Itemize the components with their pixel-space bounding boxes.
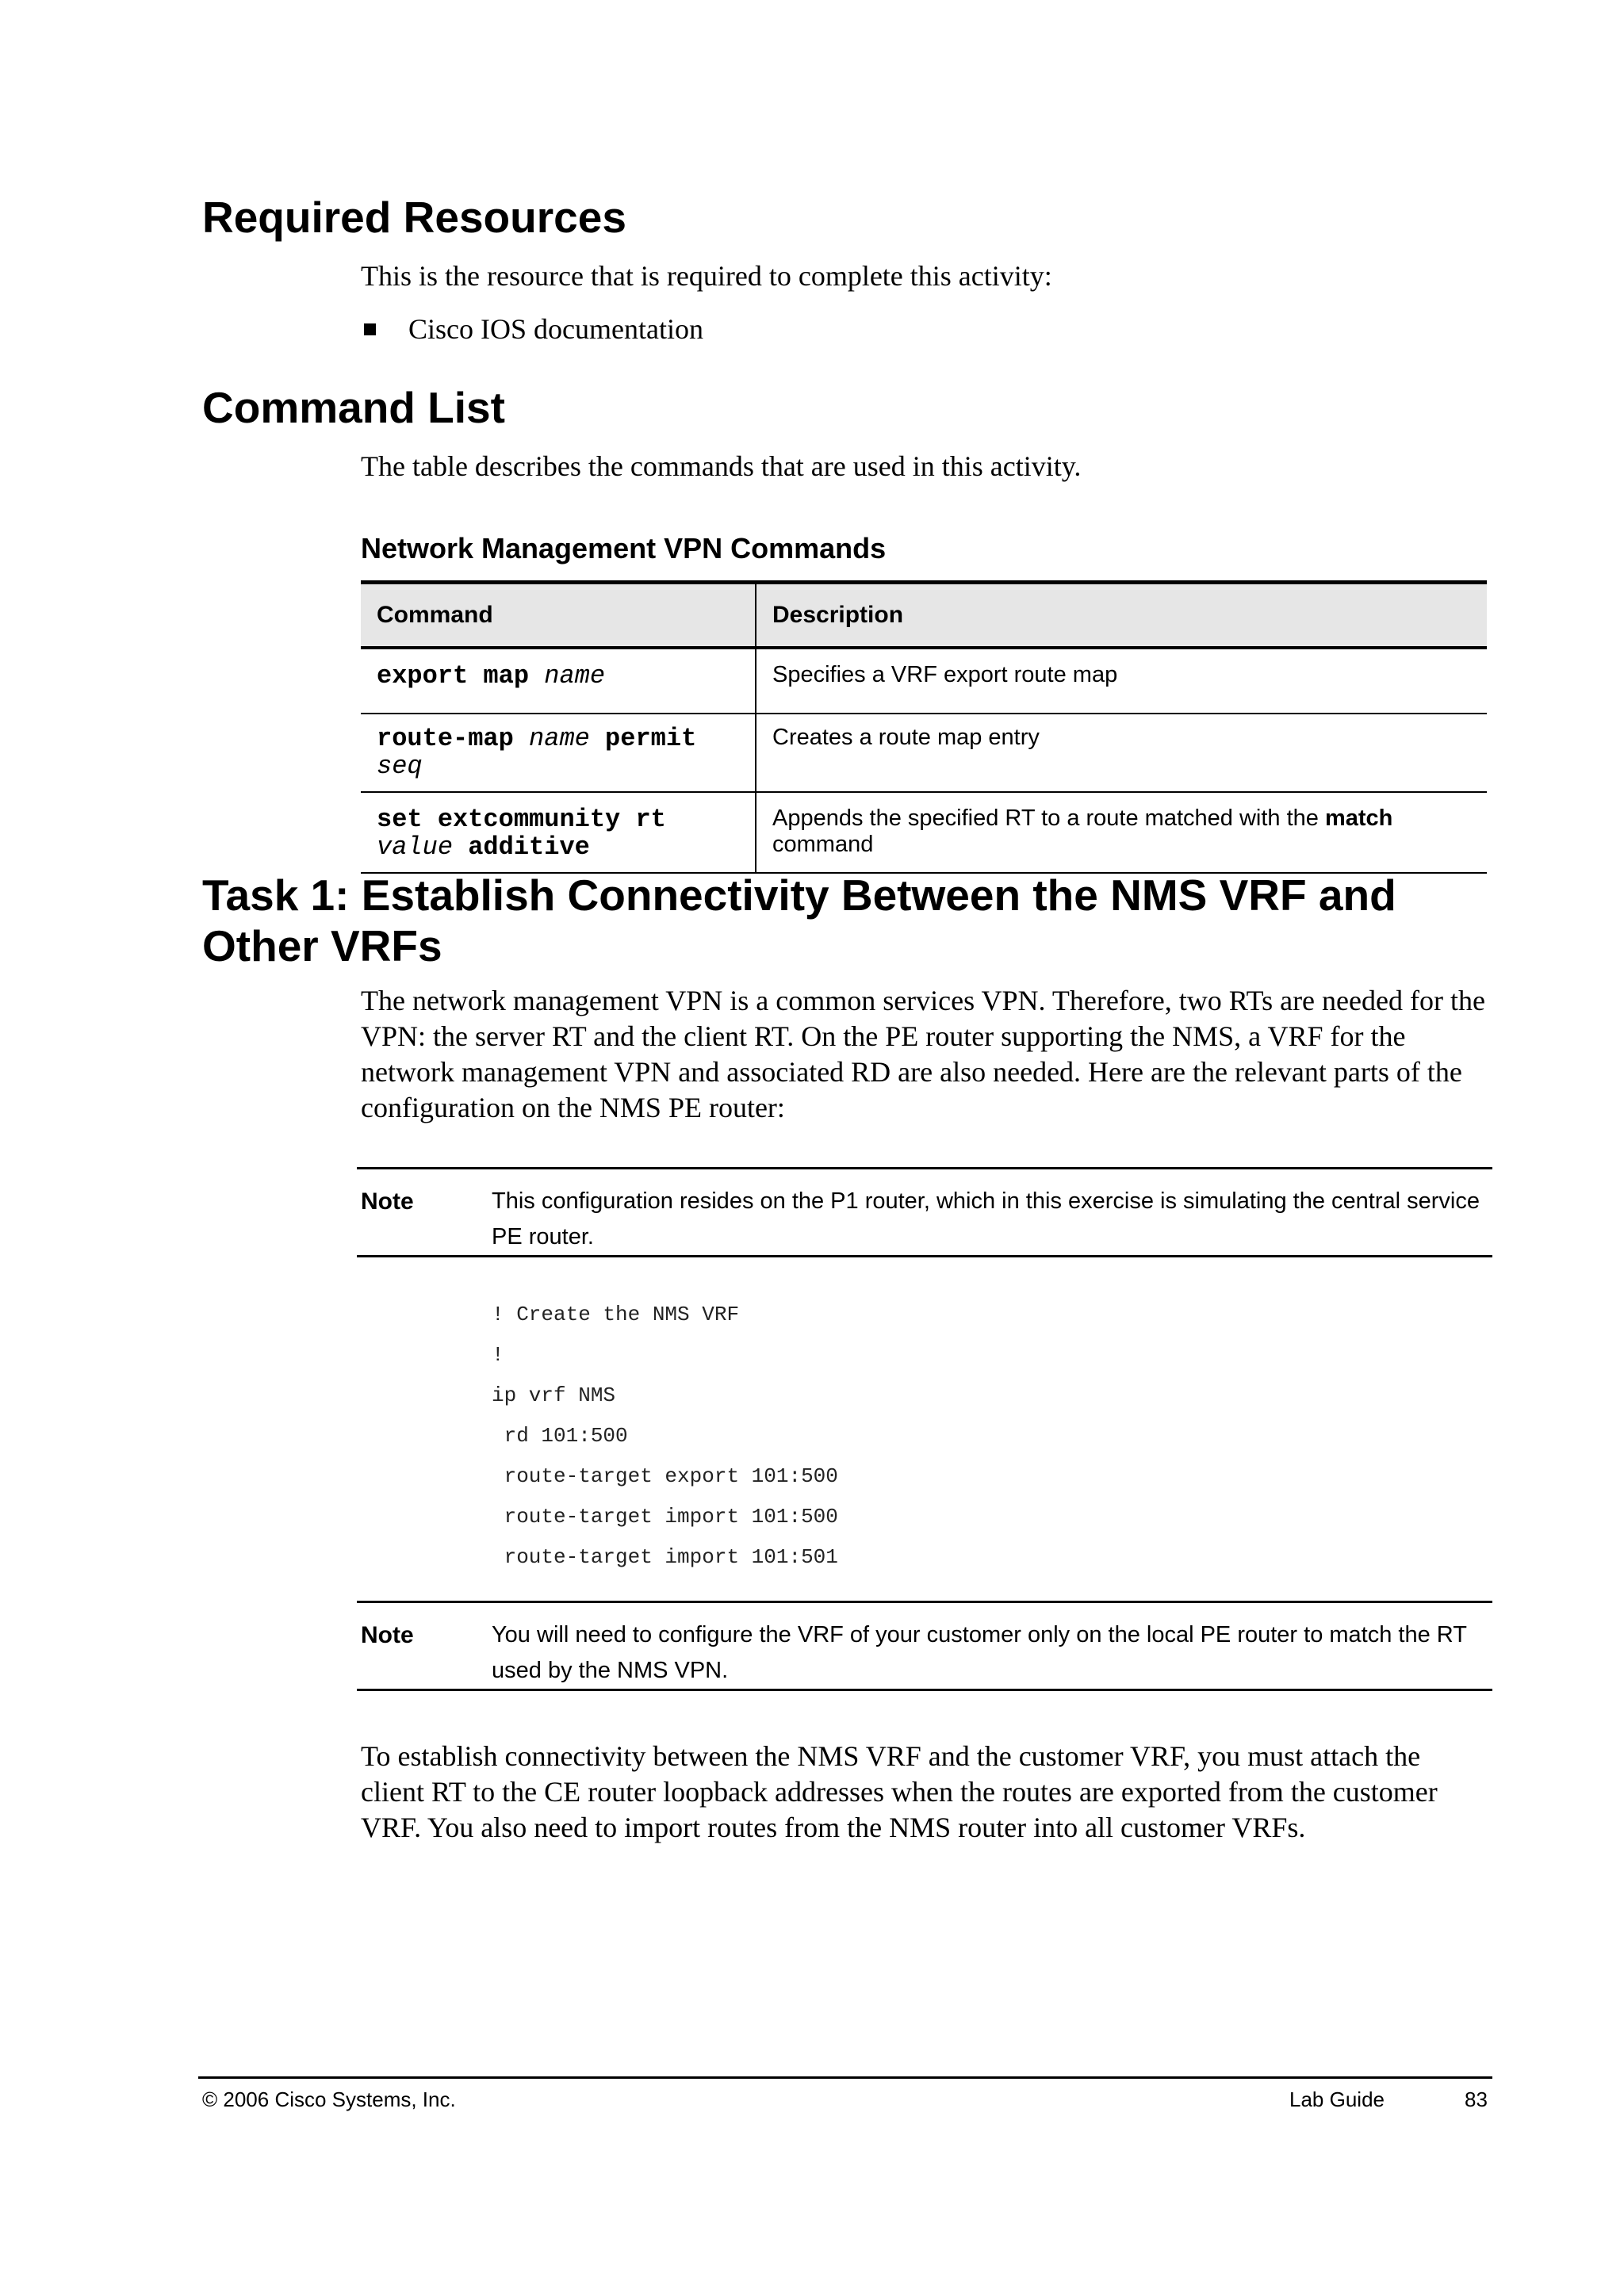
code-line: ip vrf NMS	[492, 1383, 616, 1407]
note-label: Note	[361, 1188, 414, 1215]
command-table	[361, 580, 1487, 874]
command-keyword: export map	[377, 661, 530, 691]
command-keyword: set extcommunity rt	[377, 805, 666, 834]
command-keyword: permit	[605, 724, 697, 753]
task1-heading-line2: Other VRFs	[202, 921, 442, 970]
note-text: This configuration resides on the P1 router, which in this exercise is simulating the central service PE router.	[492, 1188, 1480, 1249]
cell-text: Creates a route map entry	[772, 725, 1040, 750]
cell-text	[514, 724, 529, 753]
cell-text: command	[772, 832, 874, 857]
column-header-description: Description	[756, 583, 1487, 649]
code-line: ! Create the NMS VRF	[492, 1303, 740, 1326]
code-line: rd 101:500	[492, 1424, 628, 1448]
table-header-row	[361, 583, 1487, 649]
cell-text: Appends the specified RT to a route matched with the	[772, 806, 1325, 831]
code-line: route-target import 101:500	[492, 1505, 838, 1529]
command-argument: name	[529, 724, 590, 753]
square-bullet-icon	[364, 323, 376, 335]
code-line: !	[492, 1343, 504, 1367]
command-argument: name	[544, 661, 606, 691]
cell-text	[590, 724, 605, 753]
description-cell	[756, 714, 1487, 792]
command-argument: seq	[377, 752, 423, 781]
table-row	[361, 648, 1487, 714]
description-cell	[756, 648, 1487, 714]
command-keyword: route-map	[377, 724, 514, 753]
command-cell	[361, 648, 756, 714]
task1-heading-line1: Task 1: Establish Connectivity Between the NMS VRF and	[202, 871, 1396, 920]
code-block	[492, 1295, 838, 1578]
command-list-intro: The table describes the commands that are used in this activity.	[361, 450, 1082, 482]
command-list-heading: Command List	[202, 383, 505, 432]
table-row	[361, 714, 1487, 792]
cell-text	[453, 832, 468, 862]
code-line: route-target import 101:501	[492, 1545, 838, 1569]
command-argument: value	[377, 832, 454, 862]
description-cell	[756, 792, 1487, 873]
command-keyword: additive	[468, 832, 590, 862]
column-header-command: Command	[361, 583, 756, 649]
task1-paragraph2: To establish connectivity between the NMS VRF and the customer VRF, you must attach the client RT to the CE router loopback addresses when the routes are exported from the customer VRF. You also need to import routes from the NMS router into all customer VRFs.	[361, 1740, 1438, 1843]
command-cell	[361, 714, 756, 792]
note-box	[357, 1167, 1492, 1257]
footer-page-number: 83	[1465, 2087, 1488, 2111]
footer-divider	[198, 2076, 1492, 2079]
note-text: You will need to configure the VRF of your customer only on the local PE router to match the RT used by the NMS VPN.	[492, 1622, 1467, 1683]
command-cell	[361, 792, 756, 873]
task1-heading	[202, 870, 1396, 971]
command-keyword: match	[1324, 806, 1393, 831]
required-resources-intro: This is the resource that is required to complete this activity:	[361, 260, 1052, 292]
note-box	[357, 1601, 1492, 1691]
cell-text: Specifies a VRF export route map	[772, 662, 1118, 687]
footer-copyright: © 2006 Cisco Systems, Inc.	[202, 2087, 456, 2111]
task1-paragraph1: The network management VPN is a common services VPN. Therefore, two RTs are needed for the VPN: the server RT and the client RT. On the PE router supporting the NMS, a VRF for the network management VPN and associated RD are also needed. Here are the relevant parts of the configuration on the NMS PE router:	[361, 985, 1485, 1123]
table-row	[361, 792, 1487, 873]
note-label: Note	[361, 1622, 414, 1648]
resource-list-item	[361, 309, 703, 349]
resource-item-label: Cisco IOS documentation	[408, 313, 703, 345]
code-line: route-target export 101:500	[492, 1464, 838, 1488]
required-resources-heading: Required Resources	[202, 193, 626, 242]
footer-guide-label: Lab Guide	[1289, 2087, 1385, 2111]
cell-text	[529, 661, 544, 691]
table-title: Network Management VPN Commands	[361, 532, 887, 564]
